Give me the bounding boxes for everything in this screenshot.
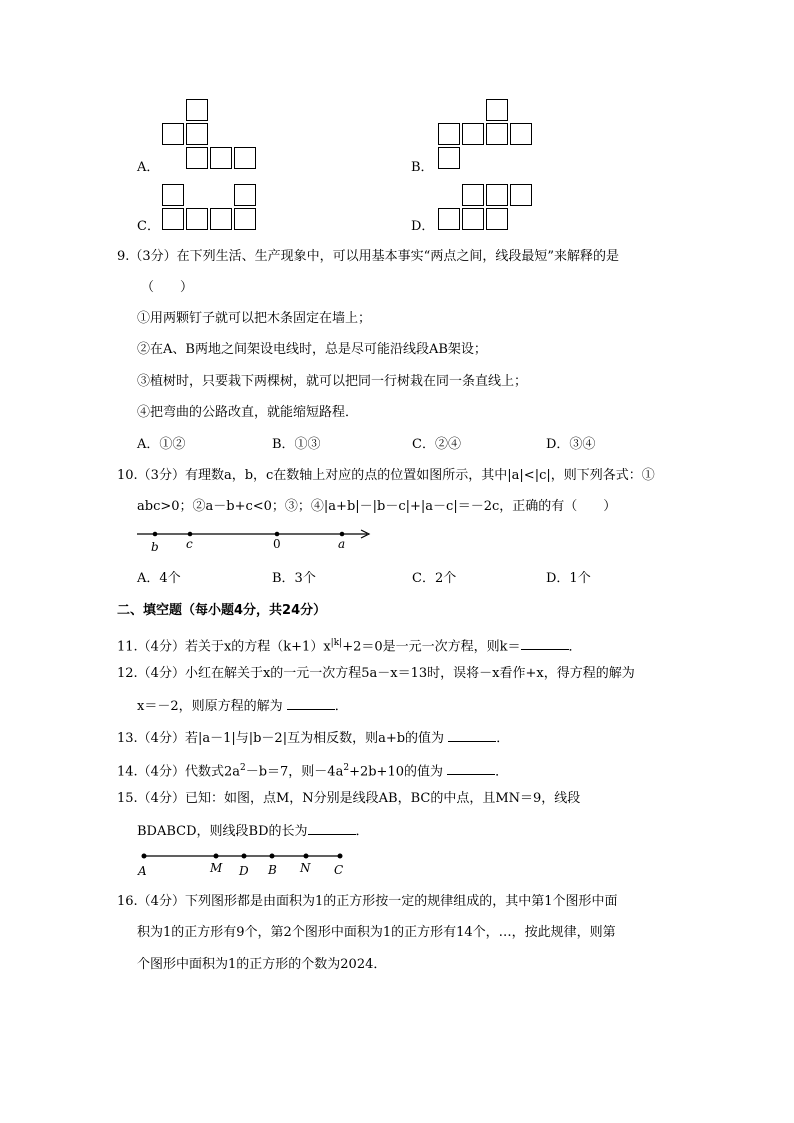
q14-answer-blank[interactable] xyxy=(447,762,495,775)
point-d xyxy=(242,854,247,859)
point-b xyxy=(270,854,275,859)
q12-line-2: x＝－2，则原方程的解为 xyxy=(137,699,283,714)
q11-text-a: 11.（4分）若关于x的方程（k+1）x xyxy=(117,639,331,655)
q11-answer-blank[interactable] xyxy=(521,637,569,650)
option-d-label[interactable]: D． xyxy=(411,219,435,234)
option-a-label[interactable]: A． xyxy=(137,160,160,175)
q14-text-b: －b＝7，则－4a xyxy=(245,764,344,780)
q14-text-c: +2b+10的值为 xyxy=(349,764,443,780)
point-c xyxy=(338,854,343,859)
point-0 xyxy=(275,532,280,537)
point-c xyxy=(188,532,193,537)
label-c: c xyxy=(186,537,193,551)
q16-line-2: 积为1的正方形有9个，第2个图形中面积为1的正方形有14个，…，按此规律，则第 xyxy=(137,925,616,940)
label-0: 0 xyxy=(273,537,281,551)
q9-choice-d[interactable]: D．③④ xyxy=(546,437,596,452)
q12-line-2-wrap xyxy=(137,697,348,715)
q11-sup: |k| xyxy=(330,638,343,648)
q10-choice-b[interactable]: B．3个 xyxy=(272,571,316,586)
option-b-label[interactable]: B． xyxy=(411,160,434,175)
q15-segment-figure xyxy=(136,850,356,880)
q9-item-1: ①用两颗钉子就可以把木条固定在墙上； xyxy=(137,311,372,326)
label-c: C xyxy=(334,863,344,877)
q16-line-3: 个图形中面积为1的正方形的个数为2024． xyxy=(137,957,387,972)
q14-text-a: 14.（4分）代数式2a xyxy=(117,764,240,780)
label-b: b xyxy=(151,540,159,554)
q15-answer-blank[interactable] xyxy=(308,822,356,835)
q12-end: ． xyxy=(334,699,348,714)
option-c-label[interactable]: C． xyxy=(137,219,160,234)
q13-end: ． xyxy=(496,731,510,746)
label-a: A xyxy=(138,864,147,878)
q10-line-1: 10.（3分）有理数a，b，c在数轴上对应的点的位置如图所示，其中|a|<|c|，则下列各式：① xyxy=(117,468,655,483)
q16-line-1: 16.（4分）下列图形都是由面积为1的正方形按一定的规律组成的，其中第1个图形中面 xyxy=(117,894,618,909)
q15-line-2: BDABCD，则线段BD的长为 xyxy=(137,824,308,839)
point-m xyxy=(214,854,219,859)
q12-answer-blank[interactable] xyxy=(287,697,335,710)
q9-item-2: ②在A、B两地之间架设电线时，总是尽可能沿线段AB架设； xyxy=(137,342,487,357)
q9-paren: （ ） xyxy=(141,280,194,295)
label-d: D xyxy=(239,864,249,878)
q14-sup: 2 xyxy=(239,763,246,773)
question-14 xyxy=(117,760,508,780)
q11-end: ． xyxy=(568,639,582,655)
q9-item-4: ④把弯曲的公路改直，就能缩短路程． xyxy=(137,405,359,420)
q9-choice-b[interactable]: B．①③ xyxy=(272,437,321,452)
q9-choice-c[interactable]: C．②④ xyxy=(412,437,461,452)
q13-answer-blank[interactable] xyxy=(448,729,496,742)
q9-stem: 9.（3分）在下列生活、生产现象中，可以用基本事实“两点之间，线段最短”来解释的是 xyxy=(117,249,619,264)
question-11 xyxy=(117,635,582,655)
point-a xyxy=(340,532,345,537)
point-b xyxy=(153,532,158,537)
q15-line-2-wrap xyxy=(137,822,369,840)
label-n: N xyxy=(300,861,311,875)
q12-line-1: 12.（4分）小红在解关于x的一元一次方程5a－x＝13时，误将－x看作+x，得方程的解为 xyxy=(117,666,635,681)
label-b: B xyxy=(268,863,277,877)
q15-line-1: 15.（4分）已知：如图，点M，N分别是线段AB，BC的中点，且MN＝9，线段 xyxy=(117,791,581,806)
q9-choice-a[interactable]: A．①② xyxy=(137,437,186,452)
label-a: a xyxy=(338,537,346,551)
point-n xyxy=(304,854,309,859)
q10-choice-d[interactable]: D．1个 xyxy=(546,571,591,586)
q10-number-line xyxy=(135,524,380,558)
question-13 xyxy=(117,729,509,747)
q14-end: ． xyxy=(495,764,509,780)
label-m: M xyxy=(210,861,223,875)
q14-sup-2: 2 xyxy=(343,763,350,773)
q10-choice-c[interactable]: C．2个 xyxy=(412,571,457,586)
q13-text: 13.（4分）若|a－1|与|b－2|互为相反数，则a+b的值为 xyxy=(117,731,445,746)
q9-item-3: ③植树时，只要栽下两棵树，就可以把同一行树栽在同一条直线上； xyxy=(137,374,528,389)
section-2-title: 二、填空题（每小题4分，共24分） xyxy=(117,603,327,618)
q10-choice-a[interactable]: A．4个 xyxy=(137,571,181,586)
q15-end: ． xyxy=(355,824,369,839)
q10-line-2: abc>0；②a－b+c<0；③；④|a+b|－|b－c|+|a－c|＝－2c，正确的有（ ） xyxy=(137,499,617,514)
point-a xyxy=(142,854,147,859)
q11-text-b: +2＝0是一元一次方程，则k＝ xyxy=(342,639,521,655)
